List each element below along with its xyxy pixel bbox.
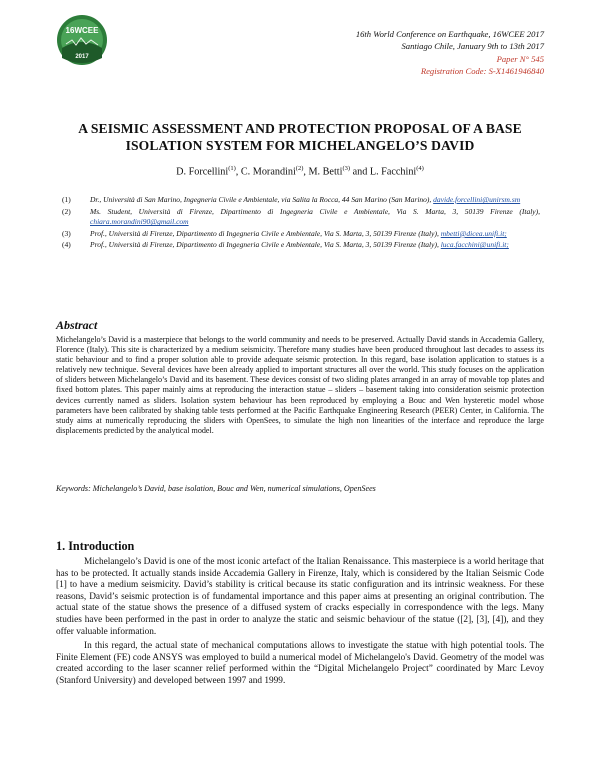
- author-sup: (4): [416, 165, 424, 172]
- affiliation-number: (2): [62, 206, 71, 216]
- author-name: D. Forcellini: [176, 166, 229, 178]
- author-sup: (1): [228, 165, 236, 172]
- title-line-1: A SEISMIC ASSESSMENT AND PROTECTION PROPOSAL OF A BASE: [78, 121, 522, 136]
- paper-number: Paper N° 545: [496, 53, 544, 64]
- author-list: [60, 165, 540, 177]
- affiliation-text: Prof., Università di Firenze, Dipartimento di Ingegneria Civile e Ambientale, Via S. Marta, 3, 50139 Firenze (Italy),: [90, 240, 439, 250]
- author-separator: and: [350, 166, 370, 178]
- logo-year: 2017: [75, 54, 89, 60]
- author-sup: (2): [295, 165, 304, 172]
- affiliation-text: Ms. Student, Università di Firenze, Dipartimento di Ingegneria Civile e Ambientale, Via S. Marta, 3, 50139 Firenze (Italy),: [90, 206, 540, 216]
- author-separator: ,: [303, 166, 309, 178]
- registration-code: Registration Code: S-X1461946840: [420, 66, 544, 77]
- abstract-heading: Abstract: [56, 318, 98, 332]
- author-name: C. Morandini: [240, 166, 296, 178]
- conference-logo: [56, 14, 108, 66]
- affiliations: [62, 195, 540, 252]
- affiliation-text: Prof., Università di Firenze, Dipartimento di Ingegneria Civile e Ambientale, Via S. Marta, 3, 50139 Firenze (Italy),: [90, 228, 439, 238]
- affiliation-item: [62, 240, 540, 251]
- conference-header: [356, 28, 544, 78]
- affiliation-number: (4): [62, 240, 71, 250]
- abstract-body: Michelangelo’s David is a masterpiece that belongs to the world community and needs to be preserved. Actually David stands in Accademia Gallery, Florence (Italy). This site is characterized by a medium seismicity. Therefore many studies have been produced throughout last decades to assess its static behaviour and to find a proper solution able to provide adequate seismic protection. In this regard, base isolation application to statues is a relatively new technique. Several devices have been already applied to important structures all over the world. This study focuses on the application of sliders between Michelangelo’s David and its basement. These devices consist of two sliding plates arranged in an array of movable top plates and fixed bottom plates. This paper mainly aims at reproducing the interaction statue – sliders – basement taking into consideration seismic protection devices currently named as sliders. Isolation system behaviour has been reproduced by employing a Bouc and Wen hysteretic model whose parameters have been calibrated by shaking table tests performed at the Pacific Earthquake Engineering Research (PEER) Center, in California. The study aims at numerically reproducing the sliders with OpenSees, to simulate the high non linearities of the interface and reproduce the large displacements predicted by the analytical model.: [56, 335, 544, 435]
- keywords: Keywords: Michelangelo’s David, base isolation, Bouc and Wen, numerical simulations, OpenSees: [56, 484, 376, 493]
- conference-name: 16th World Conference on Earthquake, 16WCEE 2017: [355, 29, 544, 39]
- affiliation-item: [62, 229, 540, 240]
- logo-text: 16WCEE: [65, 26, 99, 35]
- affiliation-email-link[interactable]: chiara.morandini90@gmail.com: [90, 217, 189, 227]
- affiliation-text: Dr., Università di San Marino, Ingegneria Civile e Ambientale, via Salita la Rocca, 44 San Marino (San Marino),: [90, 195, 432, 204]
- author-sup: (3): [342, 165, 351, 172]
- conference-location: Santiago Chile, January 9th to 13th 2017: [401, 41, 544, 52]
- affiliation-email-link[interactable]: mbetti@dicea.unifi.it;: [440, 228, 507, 238]
- affiliation-email-link[interactable]: luca.facchini@unifi.it;: [440, 240, 509, 250]
- affiliation-number: (1): [62, 195, 71, 204]
- paper-title: [60, 120, 540, 154]
- author-name: M. Betti: [308, 166, 343, 178]
- section-heading-introduction: 1. Introduction: [56, 539, 135, 553]
- paragraph: In this regard, the actual state of mechanical computations allows to investigate the statue with high potential tools. The Finite Element (FE) code ANSYS was employed to build a numerical model of Michelangelo's David. Geometry of the model was created according to the laser scanner relief performed within the “Digital Michelangelo Project” coordinated by Marc Levoy (Stanford University) and developed between 1997 and 1999.: [56, 641, 544, 686]
- paragraph: Michelangelo’s David is one of the most iconic artefact of the Italian Renaissance. This masterpiece is a world heritage that has to be protected. It actually stands inside Accademia Gallery in Firenze, Italy, which is considered by the Italian Seismic Code [1] to have a medium seismicity. David’s stability is critical because its static configuration and its intrinsic weakness. For these reasons, David’s seismic protection is of fundamental importance and this paper aims at presenting an original contribution. The actual state of the statue shows the presence of a diffused system of cracks especially in correspondence with the legs. Many studies have been performed in the past in order to analyze the static and seismic behaviour of the statue ([2], [3], [4]), and they offer valuable information.: [56, 557, 544, 637]
- title-line-2: ISOLATION SYSTEM FOR MICHELANGELO’S DAVID: [125, 138, 475, 153]
- affiliation-item: [62, 207, 540, 228]
- affiliation-email-link[interactable]: davide.forcellini@unirsm.sm: [433, 195, 521, 204]
- affiliation-item: [62, 195, 540, 206]
- introduction-body: [56, 557, 544, 691]
- author-name: L. Facchini: [369, 166, 417, 178]
- affiliation-number: (3): [62, 228, 71, 238]
- author-separator: ,: [235, 166, 241, 178]
